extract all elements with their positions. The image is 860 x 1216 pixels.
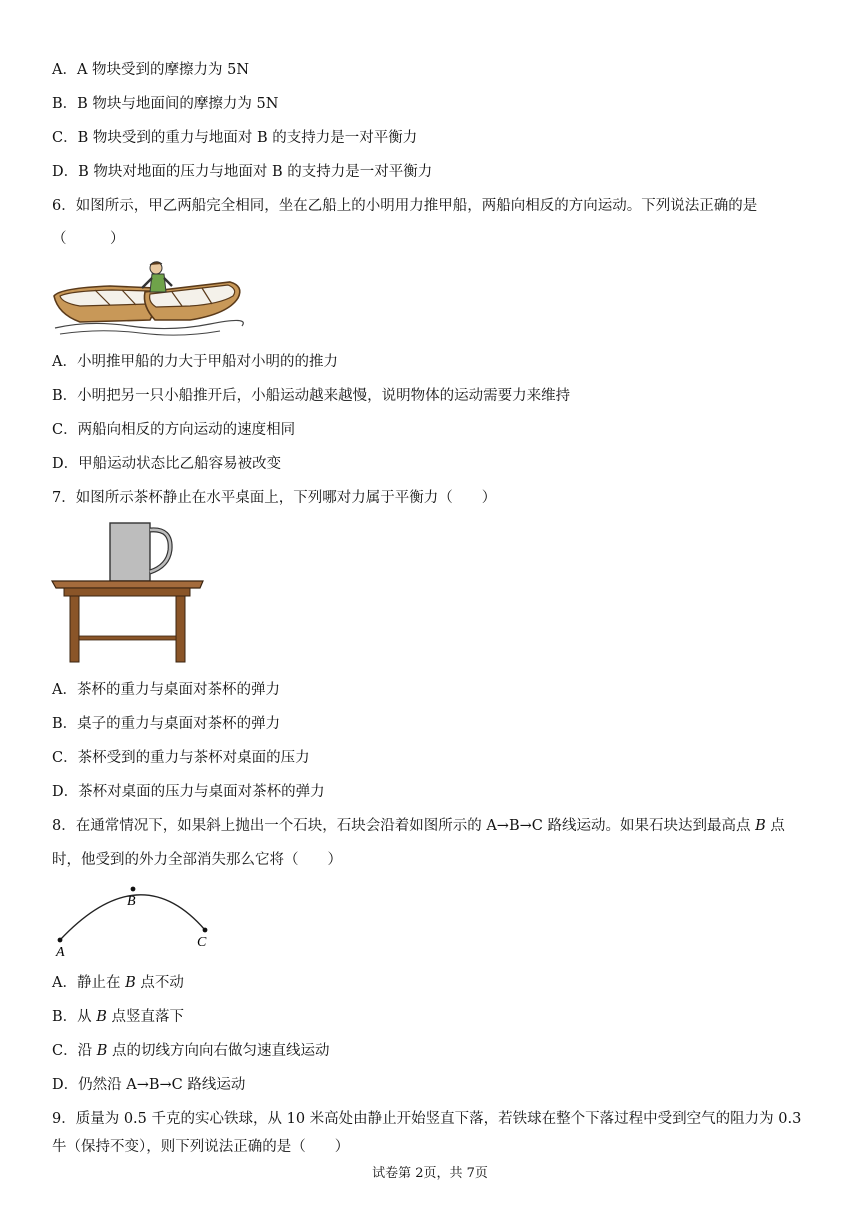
q6-option-c: C．两船向相反的方向运动的速度相同 [52, 422, 296, 438]
q8-option-d: D．仍然沿 A→B→C 路线运动 [52, 1077, 246, 1093]
trajectory-label-b: B [127, 894, 136, 909]
q9-stem: 9．质量为 0.5 千克的实心铁球，从 10 米高处由静止开始竖直下落，若铁球在整个下落过程中受到空气的阻力为 0.3 [52, 1111, 802, 1127]
q8-stem-line2: 时，他受到的外力全部消失那么它将（ ） [52, 852, 342, 868]
q7-stem: 7．如图所示茶杯静止在水平桌面上，下列哪对力属于平衡力（ ） [52, 490, 497, 506]
q7-option-d: D．茶杯对桌面的压力与桌面对茶杯的弹力 [52, 784, 325, 800]
q6-option-b: B．小明把另一只小船推开后，小船运动越来越慢，说明物体的运动需要力来维持 [52, 388, 571, 404]
page-footer: 试卷第 2页，共 7页 [372, 1166, 488, 1181]
q8-stem-part1: 8．在通常情况下，如果斜上抛出一个石块，石块会沿着如图所示的 A→B→C 路线运动。如果石块达到最高点 [52, 818, 756, 834]
q6-option-a: A．小明推甲船的力大于甲船对小明的的推力 [52, 354, 338, 370]
option-a: A．A 物块受到的摩擦力为 5N [52, 62, 250, 78]
q8-stem [52, 816, 785, 836]
q6-stem: 6．如图所示，甲乙两船完全相同，坐在乙船上的小明用力推甲船，两船向相反的方向运动。下列说法正确的是 [52, 198, 758, 214]
q7-option-c: C．茶杯受到的重力与茶杯对桌面的压力 [52, 750, 310, 766]
q6-stem-bracket: （ ） [52, 231, 125, 247]
teacup-table-figure [50, 520, 210, 665]
q9-stem-line2: 牛（保持不变），则下列说法正确的是（ ） [52, 1139, 350, 1155]
q7-option-a: A．茶杯的重力与桌面对茶杯的弹力 [52, 682, 280, 698]
q8-stem-point-b: B [755, 818, 766, 834]
option-c: C．B 物块受到的重力与地面对 B 的支持力是一对平衡力 [52, 130, 418, 146]
trajectory-figure [50, 880, 220, 960]
q8-option-b: B．从 B 点竖直落下 [52, 1009, 185, 1025]
boats-figure [50, 258, 245, 338]
option-b: B．B 物块与地面间的摩擦力为 5N [52, 96, 279, 112]
q8-option-a: A．静止在 B 点不动 [52, 975, 184, 991]
q6-option-d: D．甲船运动状态比乙船容易被改变 [52, 456, 282, 472]
q8-option-c: C．沿 B 点的切线方向向右做匀速直线运动 [52, 1043, 330, 1059]
q8-stem-part2: 点 [765, 818, 785, 834]
option-d: D．B 物块对地面的压力与地面对 B 的支持力是一对平衡力 [52, 164, 433, 180]
trajectory-label-a: A [56, 945, 65, 960]
q7-option-b: B．桌子的重力与桌面对茶杯的弹力 [52, 716, 281, 732]
trajectory-label-c: C [197, 935, 207, 950]
